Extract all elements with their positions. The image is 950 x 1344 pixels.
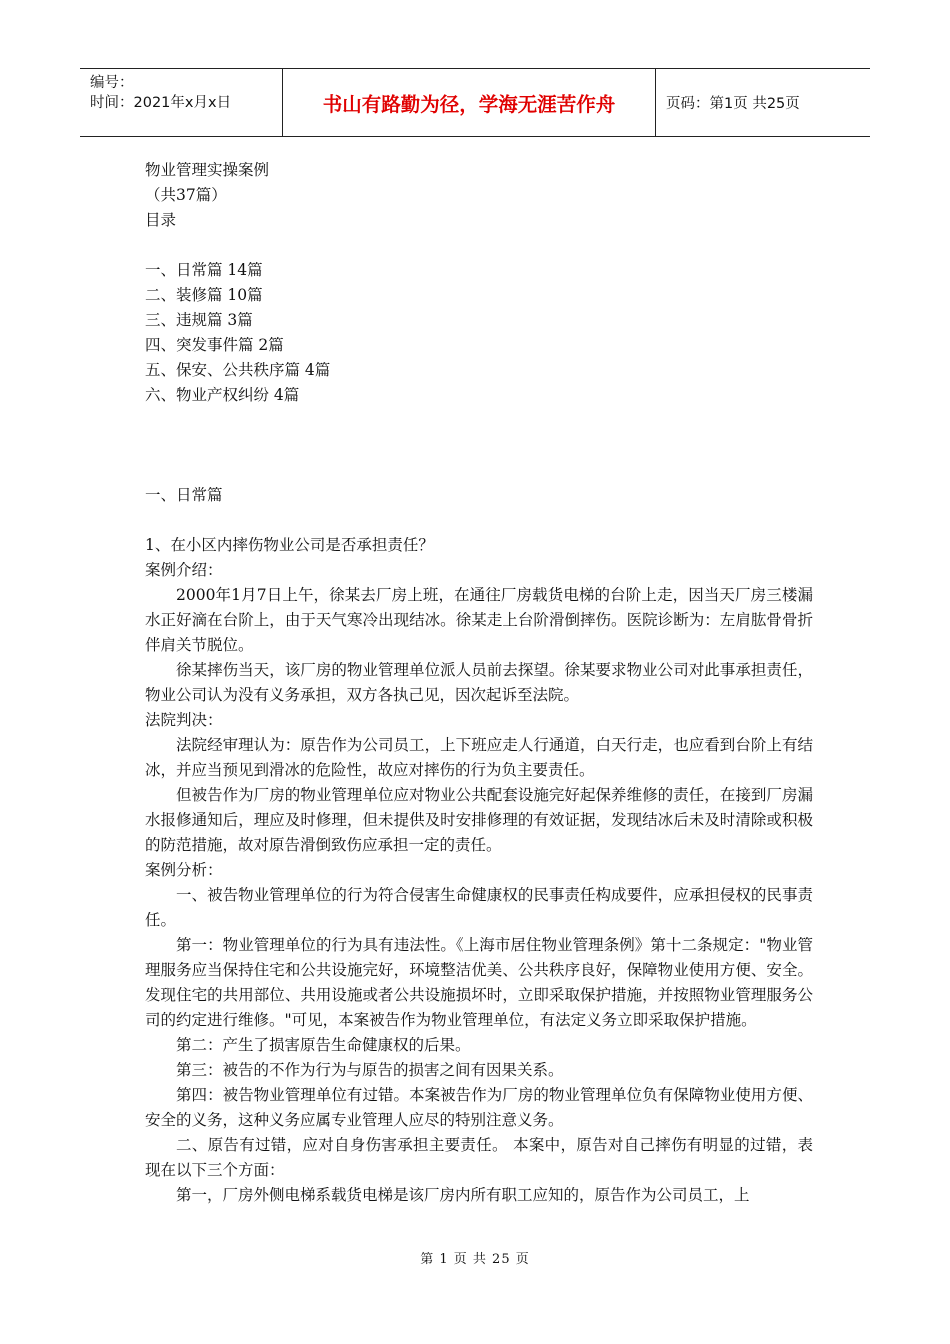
doc-count: （共37篇） xyxy=(145,186,227,204)
paragraph: 第一，厂房外侧电梯系载货电梯是该厂房内所有职工应知的，原告作为公司员工，上 xyxy=(176,1186,750,1204)
toc-item: 四、突发事件篇 2篇 xyxy=(145,336,284,354)
toc-label: 目录 xyxy=(145,211,177,229)
paragraph: 法院经审理认为：原告作为公司员工，上下班应走人行通道，白天行走，也应看到台阶上有结冰，并应当预见到滑冰的危险性，故应对摔伤的行为负主要责任。 xyxy=(145,736,813,779)
paragraph: 2000年1月7日上午，徐某去厂房上班，在通往厂房载货电梯的台阶上走，因当天厂房三楼漏水正好滴在台阶上，由于天气寒冷出现结冰。徐某走上台阶滑倒摔伤。医院诊断为：左肩肱骨骨折伴肩关节脱位。 xyxy=(145,586,813,654)
section-title: 一、日常篇 xyxy=(145,486,223,504)
analysis-label: 案例分析： xyxy=(145,861,223,879)
header-motto: 书山有路勤为径，学海无涯苦作舟 xyxy=(282,69,656,136)
page-header xyxy=(80,68,870,137)
paragraph: 第一：物业管理单位的行为具有违法性。《上海市居住物业管理条例》第十二条规定："物业管理服务应当保持住宅和公共设施完好，环境整洁优美、公共秩序良好，保障物业使用方便、安全。发现住宅的共用部位、共用设施或者公共设施损坏时，立即采取保护措施，并按照物业管理服务公司的约定进行维修。"可见，本案被告作为物业管理单位，有法定义务立即采取保护措施。 xyxy=(145,936,813,1029)
toc-item: 六、物业产权纠纷 4篇 xyxy=(145,386,300,404)
judgment-label: 法院判决： xyxy=(145,711,223,729)
paragraph: 徐某摔伤当天，该厂房的物业管理单位派人员前去探望。徐某要求物业公司对此事承担责任，物业公司认为没有义务承担，双方各执己见，因次起诉至法院。 xyxy=(145,661,813,704)
document-body xyxy=(145,158,813,1208)
paragraph: 但被告作为厂房的物业管理单位应对物业公共配套设施完好起保养维修的责任，在接到厂房漏水报修通知后，理应及时修理，但未提供及时安排修理的有效证据，发现结冰后未及时清除或积极的防范措施，故对原告滑倒致伤应承担一定的责任。 xyxy=(145,786,813,854)
date-line: 时间：2021年x月x日 xyxy=(90,95,232,111)
toc-item: 五、保安、公共秩序篇 4篇 xyxy=(145,361,331,379)
paragraph: 第四：被告物业管理单位有过错。本案被告作为厂房的物业管理单位负有保障物业使用方便、安全的义务，这种义务应属专业管理人应尽的特别注意义务。 xyxy=(145,1086,813,1129)
case-title: 1、在小区内摔伤物业公司是否承担责任？ xyxy=(145,536,434,554)
paragraph: 第三：被告的不作为行为与原告的损害之间有因果关系。 xyxy=(176,1061,564,1079)
toc-item: 三、违规篇 3篇 xyxy=(145,311,253,329)
toc-item: 二、装修篇 10篇 xyxy=(145,286,263,304)
paragraph: 二、原告有过错，应对自身伤害承担主要责任。 本案中，原告对自己摔伤有明显的过错，表现在以下三个方面： xyxy=(145,1136,813,1179)
paragraph: 一、被告物业管理单位的行为符合侵害生命健康权的民事责任构成要件，应承担侵权的民事责任。 xyxy=(145,886,813,929)
intro-label: 案例介绍： xyxy=(145,561,223,579)
header-page-info: 页码：第1页 共25页 xyxy=(666,96,800,112)
page-footer: 第 1 页 共 25 页 xyxy=(420,1252,530,1267)
number-label: 编号： xyxy=(90,75,134,91)
paragraph: 第二：产生了损害原告生命健康权的后果。 xyxy=(176,1036,471,1054)
doc-title: 物业管理实操案例 xyxy=(145,161,270,179)
toc-item: 一、日常篇 14篇 xyxy=(145,261,263,279)
header-meta xyxy=(80,69,282,136)
